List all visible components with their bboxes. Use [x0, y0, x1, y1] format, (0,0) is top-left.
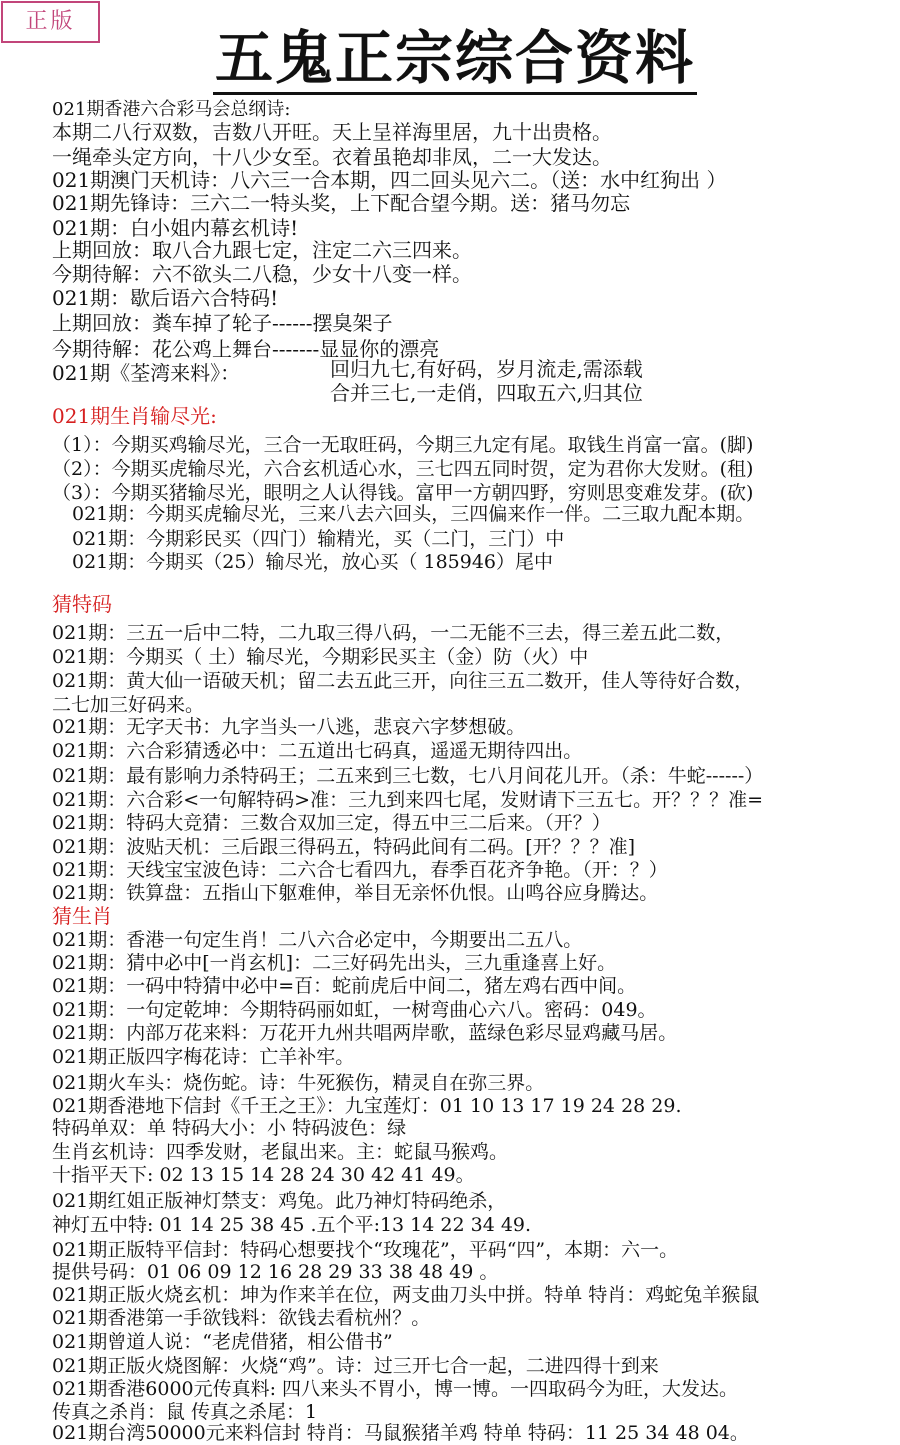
text-line: 传真之杀肖：鼠 传真之杀尾：1: [52, 1401, 318, 1423]
text-line: 提供号码：01 06 09 12 16 28 29 33 38 48 49 。: [52, 1261, 499, 1283]
text-line: 回归九七,有好码，岁月流走,需添载: [330, 357, 643, 381]
text-line: （1）：今期买鸡输尽光，三合一无取旺码，今期三九定有尾。取钱生肖富一富。(脚): [52, 434, 754, 456]
text-line: 021期：黄大仙一语破天机；留二去五此三开，向往三五二数开，佳人等待好合数，: [52, 670, 754, 692]
text-line: 上期回放：取八合九跟七定，注定二六三四来。: [52, 238, 472, 262]
text-line: 021期：猜中必中[一肖玄机]：二三好码先出头，三九重逢喜上好。: [52, 952, 617, 974]
text-line: 021期：铁算盘：五指山下躯难伸，举目无亲怀仇恨。山鸣谷应身腾达。: [52, 882, 659, 904]
text-line: 021期：歇后语六合特码!: [52, 286, 279, 310]
text-line: 021期台湾50000元来料信封 特肖：马鼠猴猪羊鸡 特单 特码：11 25 34 48 04。: [52, 1422, 749, 1444]
section-heading: 猜生肖: [52, 904, 112, 928]
text-line: 021期曾道人说：“老虎借猪，相公借书”: [52, 1331, 393, 1353]
text-line: 021期：香港一句定生肖！二八六合必定中，今期要出二五八。: [52, 929, 583, 951]
text-line: 021期正版火烧图解：火烧“鸡”。诗：过三开七合一起，二进四得十到来: [52, 1355, 659, 1377]
text-line: 本期二八行双数，吉数八开旺。天上呈祥海里居，九十出贵格。: [52, 120, 612, 144]
text-line: 021期《荃湾来料》：: [52, 361, 241, 385]
text-line: 021期香港六合彩马会总纲诗:: [52, 99, 291, 120]
text-line: 二七加三好码来。: [52, 694, 205, 716]
text-line: 上期回放：粪车掉了轮子------摆臭架子: [52, 311, 393, 335]
text-line: 021期：今期买虎输尽光，三来八去六回头，三四偏来作一伴。二三取九配本期。: [72, 503, 755, 525]
text-line: 生肖玄机诗：四季发财，老鼠出来。主：蛇鼠马猴鸡。: [52, 1141, 509, 1163]
text-line: 021期香港第一手欲钱料：欲钱去看杭州？。: [52, 1307, 431, 1329]
text-line: 021期：今期买（25）输尽光，放心买（ 185946）尾中: [72, 551, 554, 573]
text-line: 合并三七,一走俏，四取五六,归其位: [330, 381, 643, 405]
text-line: 021期：今期买（ 土）输尽光，今期彩民买主（金）防（火）中: [52, 646, 589, 668]
text-line: 021期先锋诗：三六二一特头奖，上下配合望今期。送：猪马勿忘: [52, 191, 631, 215]
text-line: 021期：天线宝宝波色诗：二六合七看四九，春季百花齐争艳。（开：？）: [52, 859, 668, 881]
text-line: 021期：特码大竞猜：三数合双加三定，得五中三二后来。（开？）: [52, 812, 611, 834]
text-line: 021期正版火烧玄机：坤为作来羊在位，两支曲刀头中拼。特单 特肖：鸡蛇兔羊猴鼠: [52, 1284, 760, 1306]
section-heading: 猜特码: [52, 592, 112, 616]
text-line: 021期香港6000元传真料: 四八来头不胃小，博一博。一四取码今为旺，大发达。: [52, 1378, 739, 1400]
text-line: 021期：无字天书：九字当头一八逃，悲哀六字梦想破。: [52, 716, 526, 738]
text-line: 021期火车头：烧伤蛇。诗：牛死猴伤，精灵自在弥三界。: [52, 1072, 545, 1094]
text-line: 神灯五中特: 01 14 25 38 45 .五个平:13 14 22 34 49.: [52, 1214, 532, 1236]
text-line: （2）：今期买虎输尽光，六合玄机适心水，三七四五同时贺，定为君你大发财。(租): [52, 458, 754, 480]
title-underline: [213, 92, 697, 95]
text-line: 021期：波贴天机：三后跟三得码五，特码此间有二码。[开？？？准]: [52, 836, 636, 858]
text-line: 021期：一码中特猜中必中=百：蛇前虎后中间二，猪左鸡右西中间。: [52, 975, 637, 997]
text-line: 021期：白小姐内幕玄机诗!: [52, 216, 299, 240]
text-line: 021期：今期彩民买（四门）输精光，买（二门，三门）中: [72, 528, 565, 550]
text-line: 十指平天下: 02 13 15 14 28 24 30 42 41 49。: [52, 1164, 475, 1186]
text-line: 021期：一句定乾坤：今期特码丽如虹，一树弯曲心六八。密码：049。: [52, 999, 657, 1021]
page-title: 五鬼正宗综合资料: [215, 24, 696, 92]
text-line: 021期正版四字梅花诗：亡羊补牢。: [52, 1046, 355, 1068]
text-line: 021期澳门天机诗：八六三一合本期，四二回头见六二。（送：水中红狗出 ）: [52, 168, 727, 192]
text-line: 021期红姐正版神灯禁支：鸡兔。此乃神灯特码绝杀，: [52, 1190, 507, 1212]
text-line: 021期：三五一后中二特，二九取三得八码，一二无能不三去，得三差五此二数，: [52, 622, 735, 644]
text-line: 特码单双：单 特码大小：小 特码波色：绿: [52, 1117, 407, 1139]
text-line: 021期：六合彩<一句解特码>准：三九到来四七尾，发财请下三五七。开？？？准=: [52, 789, 764, 811]
text-line: 021期香港地下信封《千王之王》：九宝莲灯：01 10 13 17 19 24 28 29.: [52, 1095, 682, 1117]
text-line: 021期：内部万花来料：万花开九州共唱两岸歌，蓝绿色彩尽显鸡藏马居。: [52, 1022, 678, 1044]
text-line: 021期正版特平信封：特码心想要找个“玫瑰花”，平码“四”，本期：六一。: [52, 1239, 679, 1261]
text-line: （3）：今期买猪输尽光，眼明之人认得钱。富甲一方朝四野，穷则思变难发芽。(砍): [52, 482, 754, 504]
edition-badge: 正版: [1, 1, 100, 43]
text-line: 今期待解：六不欲头二八稳，少女十八变一样。: [52, 262, 472, 286]
text-line: 今期待解：花公鸡上舞台-------显显你的漂亮: [52, 337, 440, 361]
text-line: 一绳牵头定方向，十八少女至。衣着虽艳却非凤，二一大发达。: [52, 145, 612, 169]
text-line: 021期：最有影响力杀特码王；二五来到三七数，七八月间花儿开。（杀：牛蛇------）: [52, 765, 764, 787]
text-line: 021期：六合彩猜透必中：二五道出七码真，遥遥无期待四出。: [52, 740, 583, 762]
section-heading: 021期生肖输尽光:: [52, 404, 217, 428]
